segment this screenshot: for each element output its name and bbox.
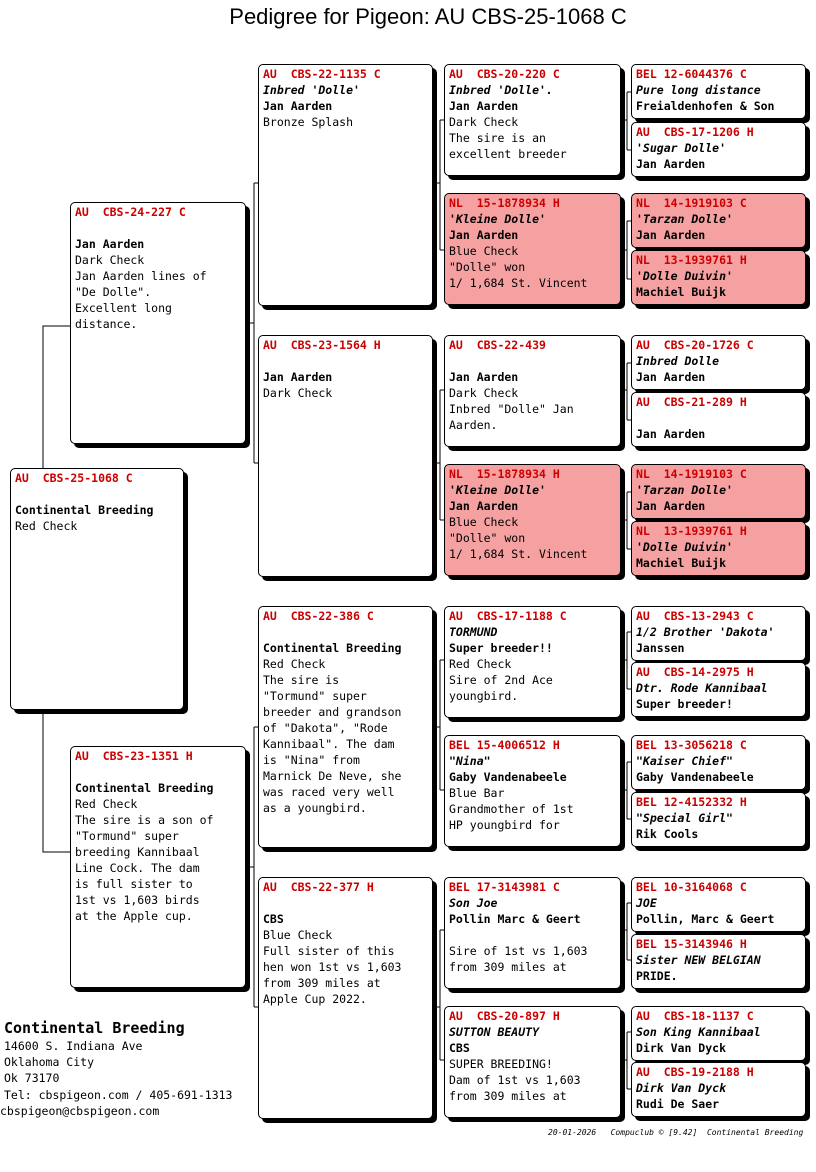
- pigeon-detail-line: 'Tarzan Dolle': [636, 483, 733, 497]
- pigeon-detail-line: Dark Check: [75, 253, 145, 267]
- pigeon-detail-line: Red Check: [15, 519, 78, 533]
- pigeon-detail-line: CBS: [263, 912, 284, 926]
- footer-credit: 20-01-2026 Compuclub © [9.42] Continental Breeding: [548, 1128, 804, 1137]
- pigeon-detail-line: Janssen: [636, 641, 685, 655]
- pigeon-detail-line: PRIDE.: [636, 969, 678, 983]
- pigeon-detail-line: is "Nina" from: [263, 753, 360, 767]
- pigeon-detail-line: Dark Check: [449, 115, 519, 129]
- pigeon-detail-line: Grandmother of 1st: [449, 802, 574, 816]
- pigeon-detail-line: Super breeder!!: [449, 641, 553, 655]
- pigeon-detail-line: 'Sugar Dolle': [636, 141, 727, 155]
- pigeon-detail-line: Pure long distance: [636, 83, 761, 97]
- pigeon-detail-line: [75, 764, 241, 780]
- pigeon-detail-line: Jan Aarden: [636, 228, 706, 242]
- pigeon-detail-line: SUTTON BEAUTY: [449, 1025, 540, 1039]
- pigeon-detail-line: Rudi De Saer: [636, 1097, 720, 1111]
- pigeon-detail-line: [263, 624, 428, 640]
- pigeon-detail-line: CBS: [449, 1041, 470, 1055]
- pigeon-card-ss: [258, 64, 433, 306]
- ring-number: NL 15-1878934 H: [449, 196, 560, 210]
- pigeon-card-g5: [631, 335, 806, 390]
- pigeon-card-g13: [631, 877, 806, 932]
- pigeon-detail-line: Inbred 'Dolle': [263, 83, 360, 97]
- ring-number: AU CBS-20-897 H: [449, 1009, 560, 1023]
- pigeon-detail-line: Kannibaal". The dam: [263, 737, 395, 751]
- ring-number: AU CBS-19-2188 H: [636, 1065, 754, 1079]
- pigeon-card-dss: [444, 606, 621, 718]
- pigeon-detail-line: "Tormund" super: [75, 829, 179, 843]
- pigeon-detail-line: Pollin Marc & Geert: [449, 912, 581, 926]
- ring-number: AU CBS-20-220 C: [449, 67, 560, 81]
- ring-number: AU CBS-23-1351 H: [75, 749, 193, 763]
- pigeon-detail-line: Jan Aarden: [449, 370, 519, 384]
- ring-number: BEL 13-3056218 C: [636, 738, 747, 752]
- ring-number: AU CBS-13-2943 C: [636, 609, 754, 623]
- pigeon-detail-line: 'Kleine Dolle': [449, 483, 546, 497]
- pigeon-detail-line: "Dolle" won: [449, 531, 526, 545]
- pigeon-card-g14: [631, 934, 806, 989]
- pigeon-detail-line: "Tormund" super: [263, 689, 367, 703]
- pigeon-detail-line: Apple Cup 2022.: [263, 992, 367, 1006]
- pigeon-detail-line: Dtr. Rode Kannibaal: [636, 681, 768, 695]
- ring-number: NL 14-1919103 C: [636, 196, 747, 210]
- pigeon-detail-line: breeder and grandson: [263, 705, 402, 719]
- pigeon-detail-line: Jan Aarden lines of: [75, 269, 207, 283]
- pigeon-detail-line: as a youngbird.: [263, 801, 367, 815]
- pigeon-detail-line: "Dolle" won: [449, 260, 526, 274]
- ring-number: AU CBS-22-377 H: [263, 880, 374, 894]
- ring-number: AU CBS-18-1137 C: [636, 1009, 754, 1023]
- pigeon-detail-line: The sire is: [263, 673, 340, 687]
- pigeon-card-g11: [631, 735, 806, 790]
- ring-number: AU CBS-23-1564 H: [263, 338, 381, 352]
- pigeon-detail-line: Jan Aarden: [449, 499, 519, 513]
- pigeon-detail-line: Rik Cools: [636, 827, 699, 841]
- pigeon-detail-line: Super breeder!: [636, 697, 733, 711]
- ring-number: NL 15-1878934 H: [449, 467, 560, 481]
- pigeon-detail-line: Aarden.: [449, 418, 498, 432]
- pigeon-detail-line: 'Dolle Duivin': [636, 540, 733, 554]
- pigeon-detail-line: Red Check: [75, 797, 138, 811]
- pigeon-detail-line: Sire of 1st vs 1,603: [449, 944, 588, 958]
- ring-number: AU CBS-22-386 C: [263, 609, 374, 623]
- ring-number: AU CBS-22-439: [449, 338, 546, 352]
- pigeon-detail-line: Jan Aarden: [636, 499, 706, 513]
- ring-number: AU CBS-25-1068 C: [15, 471, 133, 485]
- ring-number: BEL 10-3164068 C: [636, 880, 747, 894]
- pigeon-detail-line: The sire is an: [449, 131, 546, 145]
- breeder-contact: Tel: cbspigeon.com / 405-691-1313: [4, 1087, 233, 1102]
- ring-number: AU CBS-24-227 C: [75, 205, 186, 219]
- pigeon-detail-line: 1/ 1,684 St. Vincent: [449, 547, 588, 561]
- pigeon-detail-line: Pollin, Marc & Geert: [636, 912, 775, 926]
- ring-number: BEL 15-4006512 H: [449, 738, 560, 752]
- pigeon-detail-line: [449, 927, 616, 943]
- pigeon-card-g3: [631, 193, 806, 248]
- page-title: Pedigree for Pigeon: AU CBS-25-1068 C: [229, 4, 627, 29]
- pigeon-card-sdd: [444, 464, 621, 576]
- pigeon-card-g12: [631, 792, 806, 847]
- pigeon-detail-line: Continental Breeding: [75, 781, 214, 795]
- pigeon-card-sds: [444, 335, 621, 447]
- pigeon-detail-line: "Nina": [449, 754, 491, 768]
- pigeon-detail-line: 'Kleine Dolle': [449, 212, 546, 226]
- ring-number: BEL 15-3143946 H: [636, 937, 747, 951]
- pigeon-detail-line: of "Dakota", "Rode: [263, 721, 388, 735]
- pigeon-detail-line: Dirk Van Dyck: [636, 1081, 727, 1095]
- pigeon-card-dd: [258, 877, 433, 1119]
- breeder-state-zip: Ok 73170: [4, 1071, 60, 1086]
- breeder-email: cbspigeon@cbspigeon.com: [0, 1103, 160, 1118]
- ring-number: BEL 12-6044376 C: [636, 67, 747, 81]
- pigeon-card-g6: [631, 392, 806, 447]
- pigeon-card-g8: [631, 521, 806, 576]
- pigeon-card-g16: [631, 1062, 806, 1117]
- ring-number: AU CBS-20-1726 C: [636, 338, 754, 352]
- pigeon-detail-line: Freialdenhofen & Son: [636, 99, 775, 113]
- pigeon-detail-line: Blue Check: [449, 244, 519, 258]
- pigeon-detail-line: 'Dolle Duivin': [636, 269, 733, 283]
- breeder-name: Continental Breeding: [4, 1019, 185, 1037]
- pigeon-detail-line: Blue Bar: [449, 786, 505, 800]
- pigeon-card-g1: [631, 64, 806, 119]
- pigeon-card-ddd: [444, 1006, 621, 1118]
- pigeon-card-g10: [631, 662, 806, 717]
- ring-number: AU CBS-22-1135 C: [263, 67, 381, 81]
- pigeon-detail-line: Dark Check: [263, 386, 333, 400]
- pigeon-detail-line: Inbred Dolle: [636, 354, 720, 368]
- pigeon-card-dsd: [444, 735, 621, 847]
- pigeon-detail-line: Excellent long: [75, 301, 172, 315]
- pigeon-card-dds: [444, 877, 621, 989]
- ring-number: BEL 17-3143981 C: [449, 880, 560, 894]
- pigeon-detail-line: The sire is a son of: [75, 813, 214, 827]
- pigeon-detail-line: Full sister of this: [263, 944, 395, 958]
- pigeon-detail-line: Gaby Vandenabeele: [636, 770, 754, 784]
- pigeon-detail-line: Machiel Buijk: [636, 285, 727, 299]
- pigeon-detail-line: Inbred "Dolle" Jan: [449, 402, 574, 416]
- pigeon-detail-line: Continental Breeding: [263, 641, 402, 655]
- pigeon-detail-line: Jan Aarden: [449, 228, 519, 242]
- pigeon-card-g2: [631, 122, 806, 177]
- pigeon-detail-line: [75, 220, 241, 236]
- pigeon-card-g7: [631, 464, 806, 519]
- pigeon-detail-line: 1/2 Brother 'Dakota': [636, 625, 775, 639]
- pigeon-detail-line: Blue Check: [263, 928, 333, 942]
- pigeon-detail-line: Blue Check: [449, 515, 519, 529]
- pigeon-detail-line: Marnick De Neve, she: [263, 769, 402, 783]
- pigeon-detail-line: from 309 miles at: [263, 976, 381, 990]
- ring-number: AU CBS-14-2975 H: [636, 665, 754, 679]
- pigeon-detail-line: Red Check: [449, 657, 512, 671]
- pigeon-detail-line: Gaby Vandenabeele: [449, 770, 567, 784]
- pigeon-detail-line: Jan Aarden: [263, 370, 333, 384]
- pigeon-detail-line: 'Tarzan Dolle': [636, 212, 733, 226]
- pigeon-detail-line: from 309 miles at: [449, 960, 567, 974]
- breeder-block: [0, 1018, 233, 1119]
- pigeon-detail-line: Son Joe: [449, 896, 498, 910]
- breeder-city: Oklahoma City: [4, 1055, 95, 1070]
- ring-number: AU CBS-17-1206 H: [636, 125, 754, 139]
- pigeon-detail-line: Sire of 2nd Ace: [449, 673, 553, 687]
- pigeon-detail-line: SUPER BREEDING!: [449, 1057, 553, 1071]
- pigeon-detail-line: from 309 miles at: [449, 1089, 567, 1103]
- pigeon-detail-line: [263, 353, 428, 369]
- pigeon-detail-line: Dirk Van Dyck: [636, 1041, 727, 1055]
- pigeon-detail-line: Red Check: [263, 657, 326, 671]
- pigeon-detail-line: excellent breeder: [449, 147, 567, 161]
- pigeon-detail-line: at the Apple cup.: [75, 909, 193, 923]
- pigeon-card-g9: [631, 606, 806, 661]
- pigeon-detail-line: TORMUND: [449, 625, 498, 639]
- pigeon-card-sd: [258, 335, 433, 577]
- pigeon-detail-line: was raced very well: [263, 785, 395, 799]
- ring-number: NL 14-1919103 C: [636, 467, 747, 481]
- ring-number: AU CBS-17-1188 C: [449, 609, 567, 623]
- pigeon-detail-line: Continental Breeding: [15, 503, 154, 517]
- pigeon-detail-line: Dam of 1st vs 1,603: [449, 1073, 581, 1087]
- pigeon-detail-line: distance.: [75, 317, 138, 331]
- pigeon-detail-line: Jan Aarden: [449, 99, 519, 113]
- pigeon-detail-line: Bronze Splash: [263, 115, 354, 129]
- pigeon-card-dam: [70, 746, 246, 988]
- pigeon-detail-line: Inbred 'Dolle'.: [449, 83, 553, 97]
- pigeon-detail-line: Jan Aarden: [636, 370, 706, 384]
- pigeon-detail-line: Sister NEW BELGIAN: [636, 953, 761, 967]
- pigeon-detail-line: [636, 410, 801, 426]
- pigeon-detail-line: breeding Kannibaal: [75, 845, 200, 859]
- pigeon-card-subject: [10, 468, 184, 710]
- pigeon-card-ds: [258, 606, 433, 848]
- pigeon-card-sss: [444, 64, 621, 176]
- pigeon-detail-line: Jan Aarden: [263, 99, 333, 113]
- pigeon-detail-line: Jan Aarden: [636, 427, 706, 441]
- ring-number: AU CBS-21-289 H: [636, 395, 747, 409]
- pigeon-detail-line: Line Cock. The dam: [75, 861, 200, 875]
- ring-number: BEL 12-4152332 H: [636, 795, 747, 809]
- pigeon-card-ssd: [444, 193, 621, 305]
- pigeon-card-sire: [70, 202, 246, 444]
- pigeon-detail-line: "De Dolle".: [75, 285, 152, 299]
- pigeon-detail-line: [15, 486, 179, 502]
- pigeon-detail-line: "Kaiser Chief": [636, 754, 733, 768]
- breeder-address: 14600 S. Indiana Ave: [4, 1039, 143, 1053]
- pigeon-detail-line: Dark Check: [449, 386, 519, 400]
- pigeon-card-g4: [631, 250, 806, 305]
- pigeon-detail-line: Son King Kannibaal: [636, 1025, 761, 1039]
- pigeon-detail-line: HP youngbird for: [449, 818, 560, 832]
- pigeon-detail-line: JOE: [636, 896, 657, 910]
- pigeon-detail-line: Machiel Buijk: [636, 556, 727, 570]
- pigeon-detail-line: is full sister to: [75, 877, 193, 891]
- pigeon-detail-line: Jan Aarden: [75, 237, 145, 251]
- ring-number: NL 13-1939761 H: [636, 253, 747, 267]
- pigeon-detail-line: hen won 1st vs 1,603: [263, 960, 402, 974]
- pigeon-detail-line: [263, 895, 428, 911]
- pigeon-detail-line: [449, 353, 616, 369]
- pigeon-detail-line: Jan Aarden: [636, 157, 706, 171]
- pigeon-detail-line: "Special Girl": [636, 811, 733, 825]
- ring-number: NL 13-1939761 H: [636, 524, 747, 538]
- pigeon-card-g15: [631, 1006, 806, 1061]
- pigeon-detail-line: 1st vs 1,603 birds: [75, 893, 200, 907]
- pigeon-detail-line: 1/ 1,684 St. Vincent: [449, 276, 588, 290]
- pigeon-detail-line: youngbird.: [449, 689, 519, 703]
